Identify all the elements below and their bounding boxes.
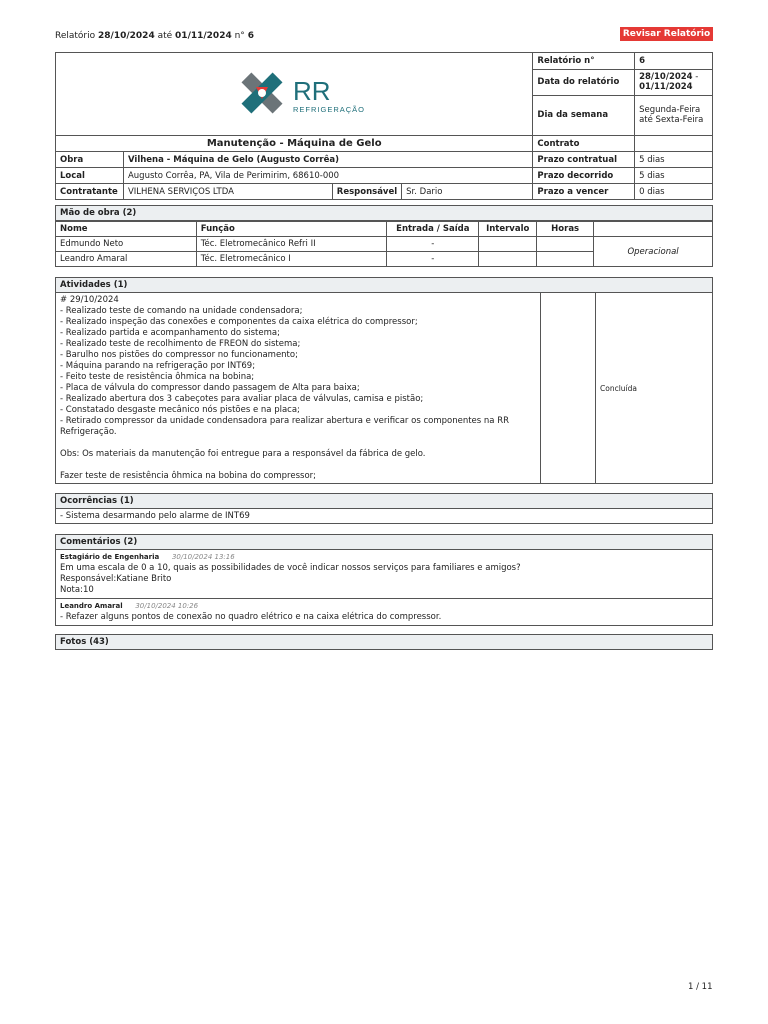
prazo-contratual-label: Prazo contratual <box>533 152 635 168</box>
atividades-title: Atividades (1) <box>55 277 713 293</box>
worker-hours <box>537 252 594 267</box>
comment-item <box>55 550 713 599</box>
comment-time: 30/10/2024 10:26 <box>135 602 199 610</box>
rr-refrigeracao-logo <box>235 66 395 126</box>
worker-function: Téc. Eletromecânico Refri II <box>196 237 387 252</box>
relatorio-num-value: 6 <box>635 53 713 70</box>
worker-name: Edmundo Neto <box>56 237 197 252</box>
comentarios-title: Comentários (2) <box>55 534 713 550</box>
report-date-to: 01/11/2024 <box>175 31 232 41</box>
comment-author: Estagiário de Engenharia <box>60 553 160 561</box>
contrato-value <box>635 136 713 152</box>
report-number: 6 <box>247 31 254 41</box>
comment-text: Em uma escala de 0 a 10, quais as possibilidades de você indicar nossos serviços para familiares e amigos? Responsável:Katiane Brito Nota:10 <box>60 563 521 595</box>
dia-semana-label: Dia da semana <box>533 95 635 135</box>
revisar-relatorio-button[interactable]: Revisar Relatório <box>620 27 713 41</box>
relatorio-num-label: Relatório n° <box>533 53 635 70</box>
page-number: 1 / 11 <box>688 982 713 992</box>
worker-entry: - <box>387 252 479 267</box>
col-status <box>594 222 713 237</box>
ocorrencias-title: Ocorrências (1) <box>55 493 713 509</box>
comment-item <box>55 599 713 626</box>
worker-name: Leandro Amaral <box>56 252 197 267</box>
report-header-table <box>55 52 713 200</box>
data-relatorio-label: Data do relatório <box>533 69 635 95</box>
local-label: Local <box>56 168 124 184</box>
obra-value: Vilhena - Máquina de Gelo (Augusto Corrêa) <box>123 152 532 168</box>
worker-function: Téc. Eletromecânico I <box>196 252 387 267</box>
mao-de-obra-table <box>55 221 713 267</box>
mao-de-obra-section <box>55 205 713 267</box>
data-relatorio-value: 28/10/2024 - 01/11/2024 <box>635 69 713 95</box>
logo-cell <box>56 53 533 136</box>
report-date-from: 28/10/2024 <box>98 31 155 41</box>
col-funcao: Função <box>196 222 387 237</box>
fotos-title: Fotos (43) <box>55 634 713 650</box>
table-row <box>56 237 713 252</box>
worker-interval <box>479 237 537 252</box>
logo-sub-text: REFRIGERAÇÃO <box>293 105 366 114</box>
worker-entry: - <box>387 237 479 252</box>
comment-author: Leandro Amaral <box>60 602 123 610</box>
atividades-section <box>55 277 713 484</box>
col-entrada-saida: Entrada / Saída <box>387 222 479 237</box>
ocorrencias-text: - Sistema desarmando pelo alarme de INT69 <box>55 509 713 524</box>
dia-semana-value: Segunda-Feira até Sexta-Feira <box>635 95 713 135</box>
prazo-vencer-label: Prazo a vencer <box>533 184 635 200</box>
report-heading: Relatório 28/10/2024 até 01/11/2024 n° 6 <box>55 31 254 41</box>
prazo-vencer-value: 0 dias <box>635 184 713 200</box>
prazo-decorrido-value: 5 dias <box>635 168 713 184</box>
logo-rr-text: RR <box>293 76 331 106</box>
fotos-section <box>55 634 713 650</box>
prazo-contratual-value: 5 dias <box>635 152 713 168</box>
contratante-value: VILHENA SERVIÇOS LTDA <box>123 184 332 200</box>
worker-interval <box>479 252 537 267</box>
col-horas: Horas <box>537 222 594 237</box>
comment-text: - Refazer alguns pontos de conexão no quadro elétrico e na caixa elétrica do compressor. <box>60 612 442 622</box>
comentarios-section <box>55 534 713 626</box>
comment-time: 30/10/2024 13:16 <box>171 553 235 561</box>
responsavel-label: Responsável <box>332 184 401 200</box>
page-title: Manutenção - Máquina de Gelo <box>56 136 533 152</box>
worker-hours <box>537 237 594 252</box>
atividades-text: # 29/10/2024 - Realizado teste de comando na unidade condensadora; - Realizado inspeção das conexões e componentes da caixa elétrica do compressor; - Realizado partida e acompanhamento do sistema; - Realizado teste de recolhimento de FREON do sistema; - Barulho nos pistões do compressor no funcionamento; - Máquina parando na refrigeração por INT69; - Feito teste de resistência ôhmica na bobina; - Placa de válvula do compressor dando passagem de Alta para baixa; - Realizado abertura dos 3 cabeçotes para avaliar placa de válvulas, camisa e pistão; - Constatado desgaste mecânico nós pistões e na placa; - Retirado compressor da unidade condensadora para realizar abertura e verificar os componentes na RR Refrigeração. Obs: Os materiais da manutenção foi entregue para a responsável da fábrica de gelo. Fazer teste de resistência ôhmica na bobina do compressor; <box>56 293 541 483</box>
contrato-label: Contrato <box>533 136 635 152</box>
worker-status: Operacional <box>594 237 713 267</box>
contratante-label: Contratante <box>56 184 124 200</box>
local-value: Augusto Corrêa, PA, Vila de Perimirim, 68610-000 <box>123 168 532 184</box>
ocorrencias-section <box>55 493 713 524</box>
obra-label: Obra <box>56 152 124 168</box>
prazo-decorrido-label: Prazo decorrido <box>533 168 635 184</box>
col-intervalo: Intervalo <box>479 222 537 237</box>
responsavel-value: Sr. Dario <box>402 184 533 200</box>
atividades-status: Concluída <box>600 383 637 393</box>
mao-de-obra-title: Mão de obra (2) <box>55 205 713 221</box>
atividades-blank-cell <box>541 293 596 483</box>
col-nome: Nome <box>56 222 197 237</box>
